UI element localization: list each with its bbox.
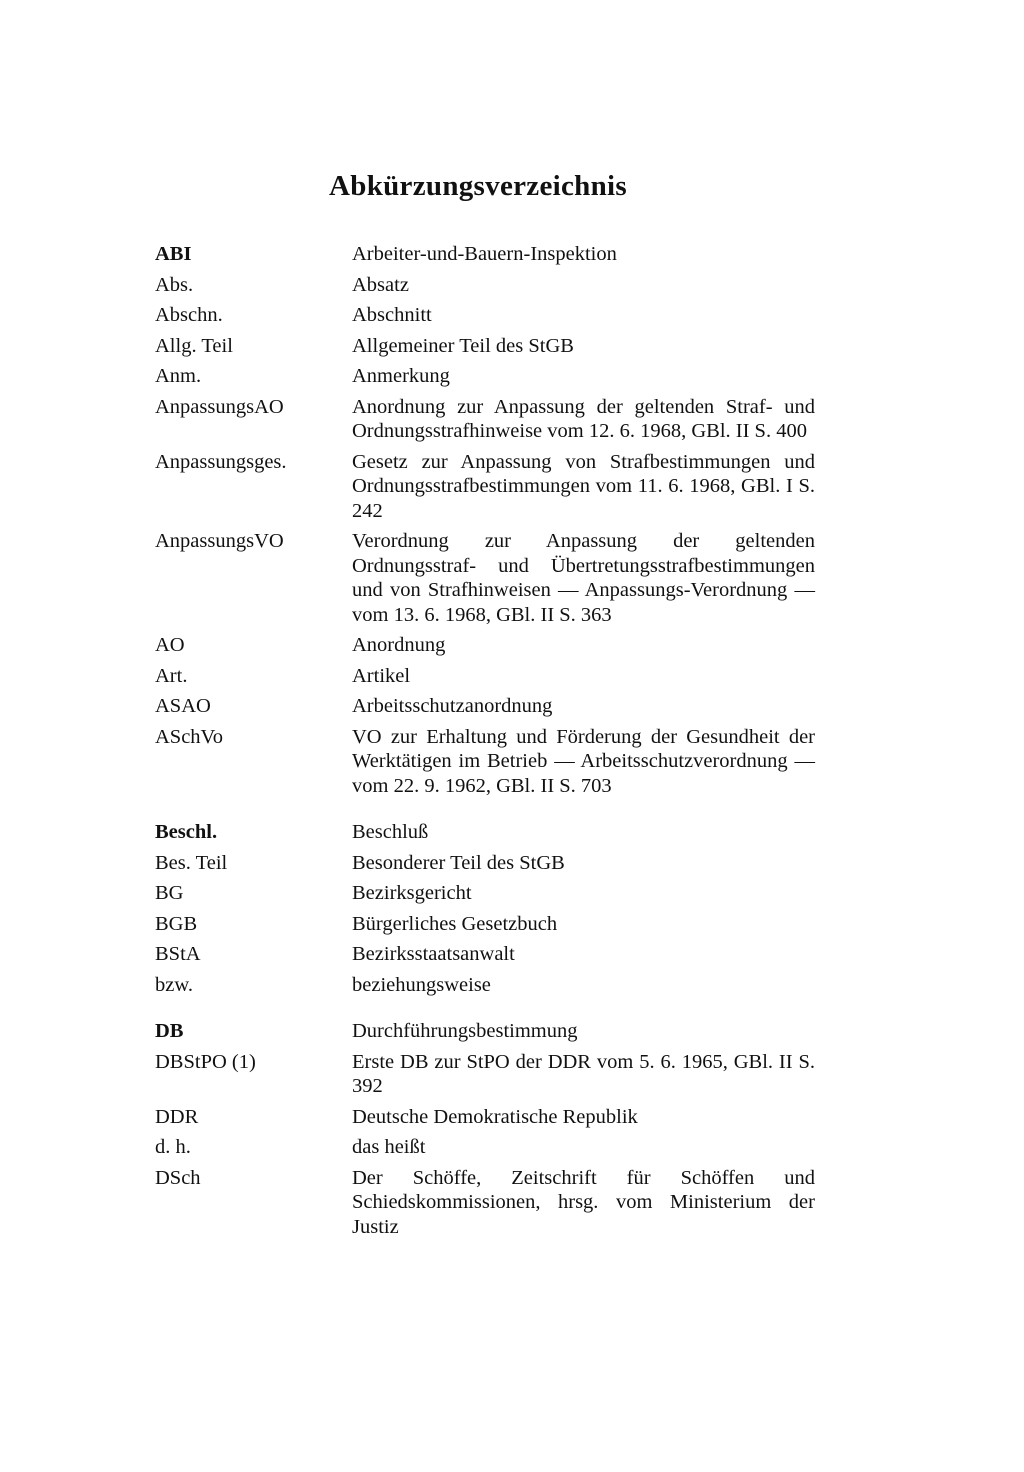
definition: Anmerkung xyxy=(352,365,450,387)
list-item xyxy=(155,242,815,267)
abbreviation: Beschl. xyxy=(155,821,218,843)
abbreviation: Abschn. xyxy=(155,304,223,326)
definition: Deutsche Demokratische Republik xyxy=(352,1105,638,1128)
list-item xyxy=(155,529,815,627)
definition: beziehungsweise xyxy=(352,973,491,996)
list-item xyxy=(155,942,815,967)
abbreviation: Allg. Teil xyxy=(155,334,233,357)
definition: Besonderer Teil des StGB xyxy=(352,851,565,874)
list-item xyxy=(155,973,815,998)
abbreviation: DB xyxy=(155,1020,184,1042)
list-item xyxy=(155,633,815,658)
list-item xyxy=(155,1166,815,1240)
abbreviation: ASAO xyxy=(155,695,211,717)
list-item xyxy=(155,1105,815,1130)
definition: Bezirksgericht xyxy=(352,882,472,904)
definition: Verordnung zur Anpassung der geltenden Ordnungsstraf- und Übertretungsstrafbestimmungen und von Strafhinweisen — Anpassungs-Verordnung — vom 13. 6. 1968, GBl. II S. 363 xyxy=(352,530,815,626)
abbreviation: bzw. xyxy=(155,973,193,996)
abbreviation: ASchVo xyxy=(155,725,223,748)
abbreviation: BG xyxy=(155,882,184,904)
list-item xyxy=(155,1019,815,1044)
list-item xyxy=(155,881,815,906)
list-item xyxy=(155,364,815,389)
list-item xyxy=(155,912,815,937)
abbreviation: AnpassungsVO xyxy=(155,530,284,552)
definition: Allgemeiner Teil des StGB xyxy=(352,334,574,357)
list-item xyxy=(155,1135,815,1160)
list-item xyxy=(155,851,815,876)
abbreviation-list xyxy=(155,242,815,1239)
definition: das heißt xyxy=(352,1136,426,1158)
list-item xyxy=(155,725,815,799)
abbreviation: Anm. xyxy=(155,365,202,387)
definition: Anordnung zur Anpassung der geltenden Straf- und Ordnungsstrafhinweise vom 12. 6. 1968, GBl. II S. 400 xyxy=(352,395,815,442)
abbreviation: DSch xyxy=(155,1166,201,1189)
page-title: Abkürzungsverzeichnis xyxy=(329,170,627,202)
list-item xyxy=(155,694,815,719)
list-item xyxy=(155,334,815,359)
list-item xyxy=(155,303,815,328)
list-item xyxy=(155,450,815,524)
list-item xyxy=(155,820,815,845)
abbreviation: BGB xyxy=(155,912,198,935)
abbreviation: Anpassungsges. xyxy=(155,450,287,473)
definition: Absatz xyxy=(352,273,409,296)
definition: Abschnitt xyxy=(352,304,432,326)
abbreviation: AO xyxy=(155,634,185,656)
definition: Beschluß xyxy=(352,821,429,843)
list-item xyxy=(155,395,815,444)
definition: Gesetz zur Anpassung von Strafbestimmungen und Ordnungsstrafbestimmungen vom 11. 6. 1968, GBl. I S. 242 xyxy=(352,450,815,522)
abbreviation: DBStPO (1) xyxy=(155,1050,256,1073)
definition: Arbeitsschutzanordnung xyxy=(352,695,553,717)
abbreviation: BStA xyxy=(155,943,201,965)
abbreviation: d. h. xyxy=(155,1136,191,1158)
list-item xyxy=(155,273,815,298)
abbreviation: ABI xyxy=(155,243,192,265)
definition: Bezirksstaatsanwalt xyxy=(352,943,515,965)
abbreviation: Art. xyxy=(155,664,188,687)
definition: Anordnung xyxy=(352,634,446,656)
list-item xyxy=(155,1050,815,1099)
definition: Erste DB zur StPO der DDR vom 5. 6. 1965, GBl. II S. 392 xyxy=(352,1050,815,1097)
definition: Bürgerliches Gesetzbuch xyxy=(352,912,558,935)
abbreviation: DDR xyxy=(155,1105,199,1128)
abbreviation: Abs. xyxy=(155,273,194,296)
abbreviation: Bes. Teil xyxy=(155,851,228,874)
list-item xyxy=(155,664,815,689)
definition: VO zur Erhaltung und Förderung der Gesundheit der Werktätigen im Betrieb — Arbeitsschutzverordnung — vom 22. 9. 1962, GBl. II S. 703 xyxy=(352,725,815,797)
definition: Arbeiter-und-Bauern-Inspektion xyxy=(352,243,617,265)
definition: Durchführungsbestimmung xyxy=(352,1020,578,1042)
definition: Artikel xyxy=(352,664,411,687)
abbreviation: AnpassungsAO xyxy=(155,395,284,418)
definition: Der Schöffe, Zeitschrift für Schöffen und Schiedskommissionen, hrsg. vom Ministerium der Justiz xyxy=(352,1166,815,1238)
